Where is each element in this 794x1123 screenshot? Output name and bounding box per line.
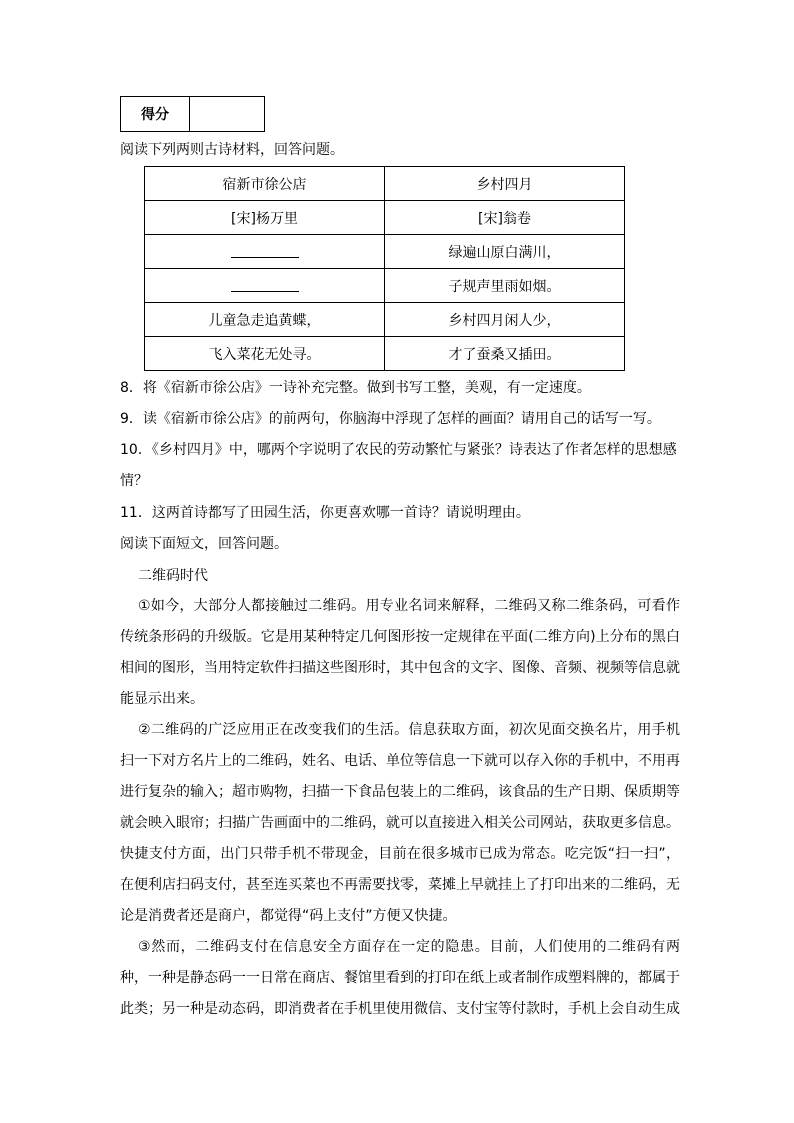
poem-line-row — [145, 269, 625, 303]
poem-left-author: [宋]杨万里 — [145, 201, 385, 235]
poem-left-blank-1[interactable] — [145, 235, 385, 269]
poem-right-title: 乡村四月 — [385, 167, 625, 201]
question-11: 11．这两首诗都写了田园生活，你更喜欢哪一首诗？请说明理由。 — [120, 505, 530, 521]
article-paragraph-2: ②二维码的广泛应用正在改变我们的生活。信息获取方面，初次见面交换名片，用手机扫一下对方名片上的二维码，姓名、电话、单位等信息一下就可以存入你的手机中，不用再进行复杂的输入；超市购物，扫描一下食品包装上的二维码，该食品的生产日期、保质期等就会映入眼帘；扫描广告画面中的二维码，就可以直接进入相关公司网站，获取更多信息。快捷支付方面，出门只带手机不带现金，目前在很多城市已成为常态。吃完饭“扫一扫”，在便利店扫码支付，甚至连买菜也不再需要找零，菜摊上早就挂上了打印出来的二维码，无论是消费者还是商户，都觉得“码上支付”方便又快捷。 — [120, 722, 680, 924]
poem-line-row — [145, 303, 625, 337]
poem-author-row — [145, 201, 625, 235]
question-10: 10．《乡村四月》中，哪两个字说明了农民的劳动繁忙与紧张？诗表达了作者怎样的思想感 — [120, 442, 677, 458]
poem-left-title: 宿新市徐公店 — [145, 167, 385, 201]
poem-right-line-2: 子规声里雨如烟。 — [385, 269, 625, 303]
poem-left-blank-2[interactable] — [145, 269, 385, 303]
article-instruction: 阅读下面短文，回答问题。 — [120, 536, 288, 552]
poem-left-line-4: 飞入菜花无处寻。 — [145, 337, 385, 371]
poem-title-row — [145, 167, 625, 201]
fill-blank-line — [231, 245, 299, 258]
article-paragraph-1: ①如今，大部分人都接触过二维码。用专业名词来解释，二维码又称二维条码，可看作传统条形码的升级版。它是用某种特定几何图形按一定规律在平面(二维方向)上分布的黑白相间的图形，当用特定软件扫描这些图形时，其中包含的文字、图像、音频、视频等信息就能显示出来。 — [120, 598, 680, 707]
article-paragraph-3: ③然而，二维码支付在信息安全方面存在一定的隐患。目前，人们使用的二维码有两种，一种是静态码一一日常在商店、餐馆里看到的打印在纸上或者制作成塑料牌的，都属于此类；另一种是动态码，即消费者在手机里使用微信、支付宝等付款时，手机上会自动生成 — [120, 939, 680, 1017]
poem-right-line-3: 乡村四月闲人少， — [385, 303, 625, 337]
score-field[interactable] — [190, 97, 265, 132]
poem-right-line-4: 才了蚕桑又插田。 — [385, 337, 625, 371]
poem-instruction: 阅读下列两则古诗材料，回答问题。 — [120, 142, 344, 158]
article-title: 二维码时代 — [138, 568, 208, 584]
question-8: 8．将《宿新市徐公店》一诗补充完整。做到书写工整，美观，有一定速度。 — [120, 380, 591, 396]
question-10-continued: 情？ — [120, 473, 148, 489]
score-box — [120, 96, 265, 132]
poem-table — [144, 166, 625, 371]
poem-right-line-1: 绿遍山原白满川， — [385, 235, 625, 269]
poem-line-row — [145, 235, 625, 269]
score-label: 得分 — [121, 97, 190, 132]
fill-blank-line — [231, 279, 299, 292]
poem-right-author: [宋]翁卷 — [385, 201, 625, 235]
poem-left-line-3: 儿童急走追黄蝶， — [145, 303, 385, 337]
poem-line-row — [145, 337, 625, 371]
question-9: 9．读《宿新市徐公店》的前两句，你脑海中浮现了怎样的画面？请用自己的话写一写。 — [120, 411, 661, 427]
